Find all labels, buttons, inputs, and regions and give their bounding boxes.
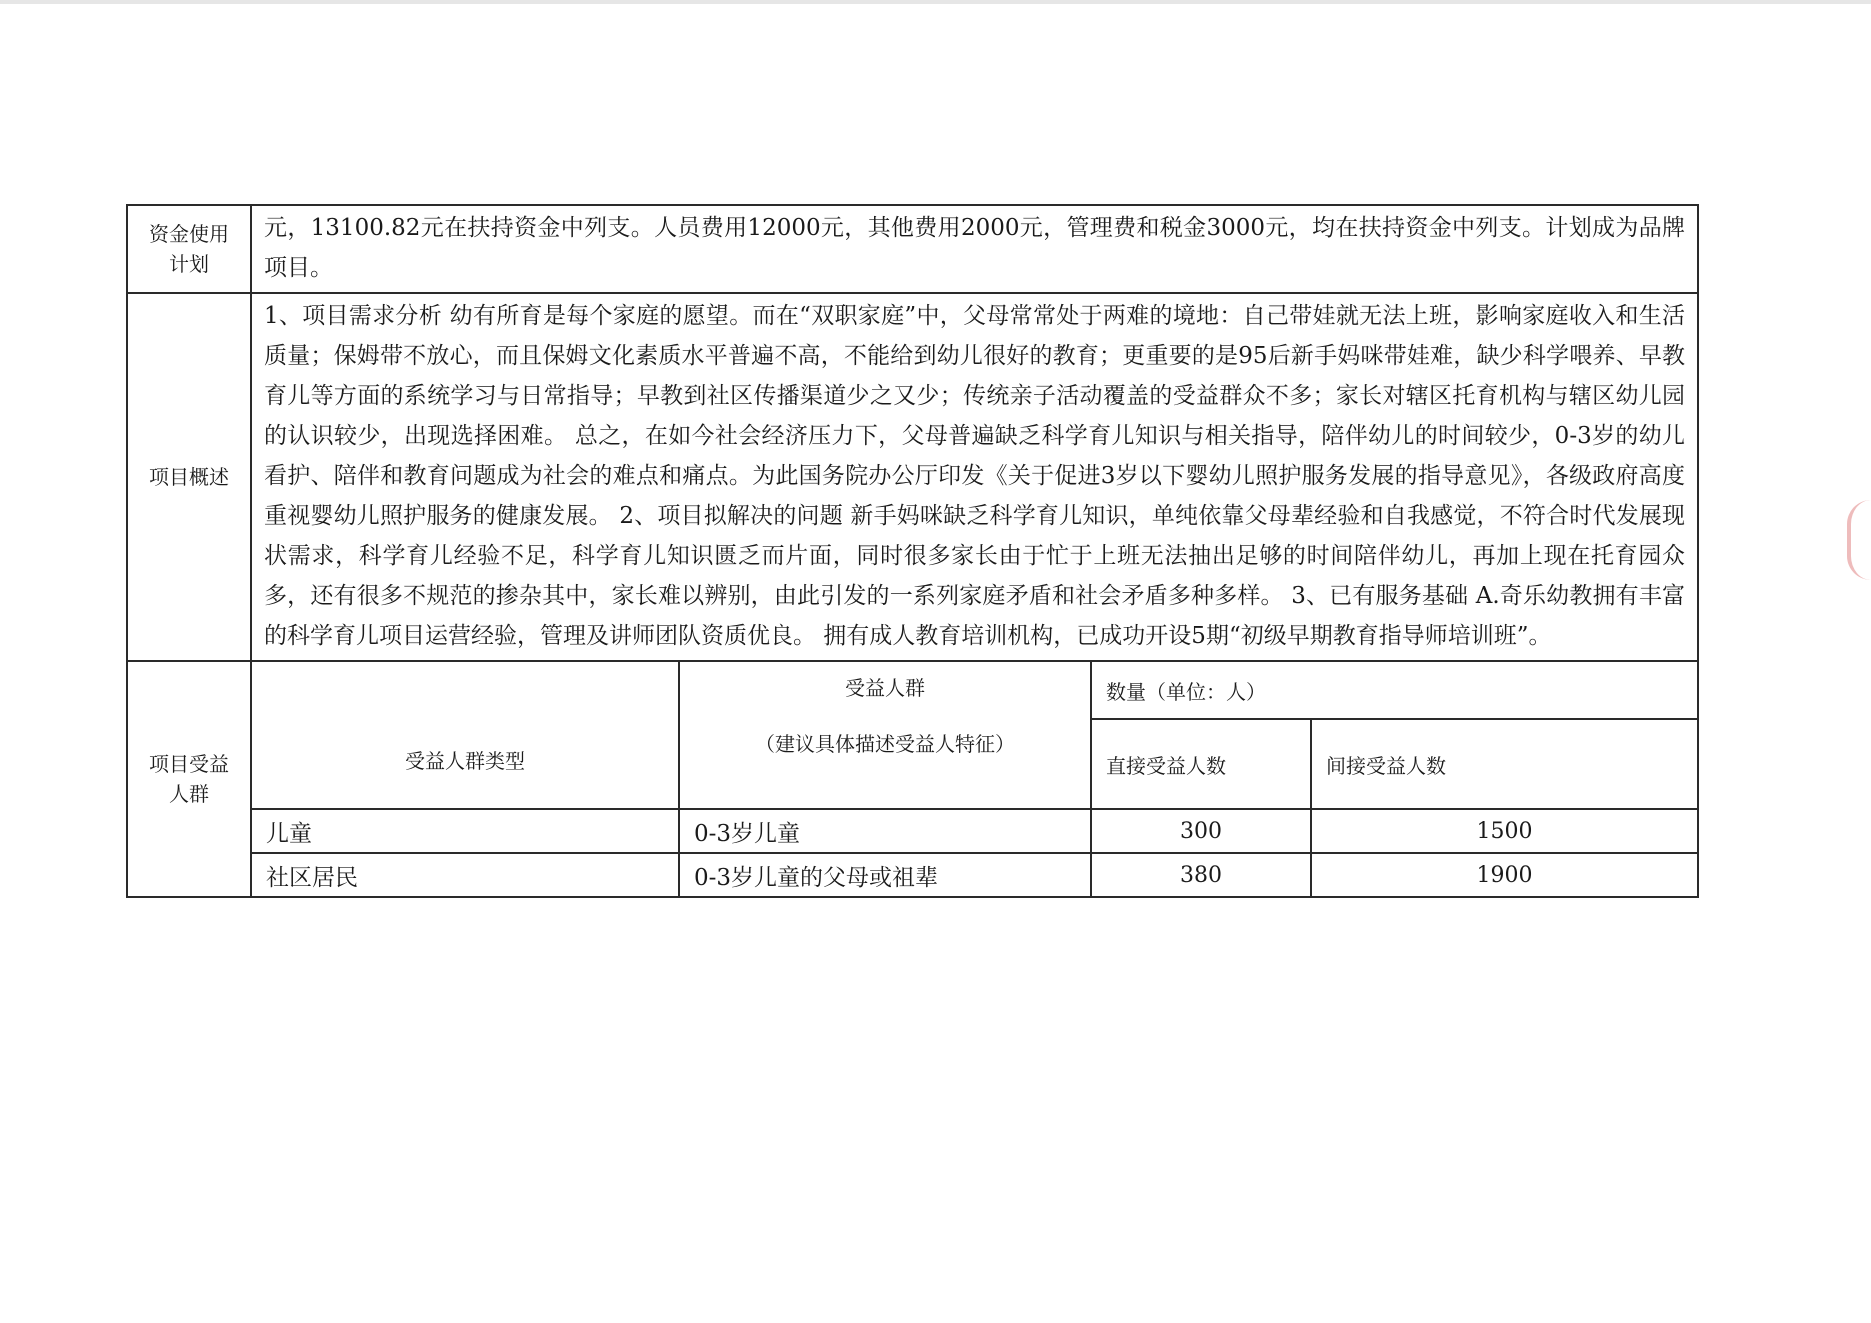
col-indirect: 间接受益人数: [1311, 719, 1698, 809]
beneficiary-type-cell: 儿童: [251, 809, 679, 853]
beneficiary-label: 项目受益 人群: [127, 661, 251, 897]
indirect-count-cell: 1500: [1311, 809, 1698, 853]
funding-row: [127, 205, 1698, 293]
col-quantity: 数量（单位：人）: [1091, 661, 1698, 719]
beneficiary-header-row: [127, 661, 1698, 719]
col-beneficiary-group: 受益人群 （建议具体描述受益人特征）: [679, 661, 1091, 809]
col-direct: 直接受益人数: [1091, 719, 1311, 809]
scan-edge: [0, 0, 1871, 4]
direct-count-cell: 380: [1091, 853, 1311, 897]
overview-text: 1、项目需求分析 幼有所育是每个家庭的愿望。而在“双职家庭”中，父母常常处于两难的境地：自己带娃就无法上班，影响家庭收入和生活质量；保姆带不放心，而且保姆文化素质水平普遍不高，不能给到幼儿很好的教育；更重要的是95后新手妈咪带娃难，缺少科学喂养、早教育儿等方面的系统学习与日常指导；早教到社区传播渠道少之又少；传统亲子活动覆盖的受益群众不多；家长对辖区托育机构与辖区幼儿园的认识较少，出现选择困难。 总之，在如今社会经济压力下，父母普遍缺乏科学育儿知识与相关指导，陪伴幼儿的时间较少，0-3岁的幼儿看护、陪伴和教育问题成为社会的难点和痛点。为此国务院办公厅印发《关于促进3岁以下婴幼儿照护服务发展的指导意见》，各级政府高度重视婴幼儿照护服务的健康发展。 2、项目拟解决的问题 新手妈咪缺乏科学育儿知识，单纯依靠父母辈经验和自我感觉，不符合时代发展现状需求，科学育儿经验不足，科学育儿知识匮乏而片面，同时很多家长由于忙于上班无法抽出足够的时间陪伴幼儿，再加上现在托育园众多，还有很多不规范的掺杂其中，家长难以辨别，由此引发的一系列家庭矛盾和社会矛盾多种多样。 3、已有服务基础 A.奇乐幼教拥有丰富的科学育儿项目运营经验，管理及讲师团队资质优良。 拥有成人教育培训机构，已成功开设5期“初级早期教育指导师培训班”。: [251, 293, 1698, 661]
stamp-fragment: [1847, 500, 1871, 580]
funding-label: 资金使用 计划: [127, 205, 251, 293]
overview-label: 项目概述: [127, 293, 251, 661]
beneficiary-desc-cell: 0-3岁儿童: [679, 809, 1091, 853]
beneficiary-desc-cell: 0-3岁儿童的父母或祖辈: [679, 853, 1091, 897]
indirect-count-cell: 1900: [1311, 853, 1698, 897]
project-info-table: [126, 204, 1699, 898]
col-beneficiary-type: 受益人群类型: [251, 661, 679, 809]
beneficiary-type-cell: 社区居民: [251, 853, 679, 897]
table-row: [127, 809, 1698, 853]
overview-row: [127, 293, 1698, 661]
direct-count-cell: 300: [1091, 809, 1311, 853]
funding-text: 元，13100.82元在扶持资金中列支。人员费用12000元，其他费用2000元，管理费和税金3000元，均在扶持资金中列支。计划成为品牌项目。: [251, 205, 1698, 293]
table-row: [127, 853, 1698, 897]
